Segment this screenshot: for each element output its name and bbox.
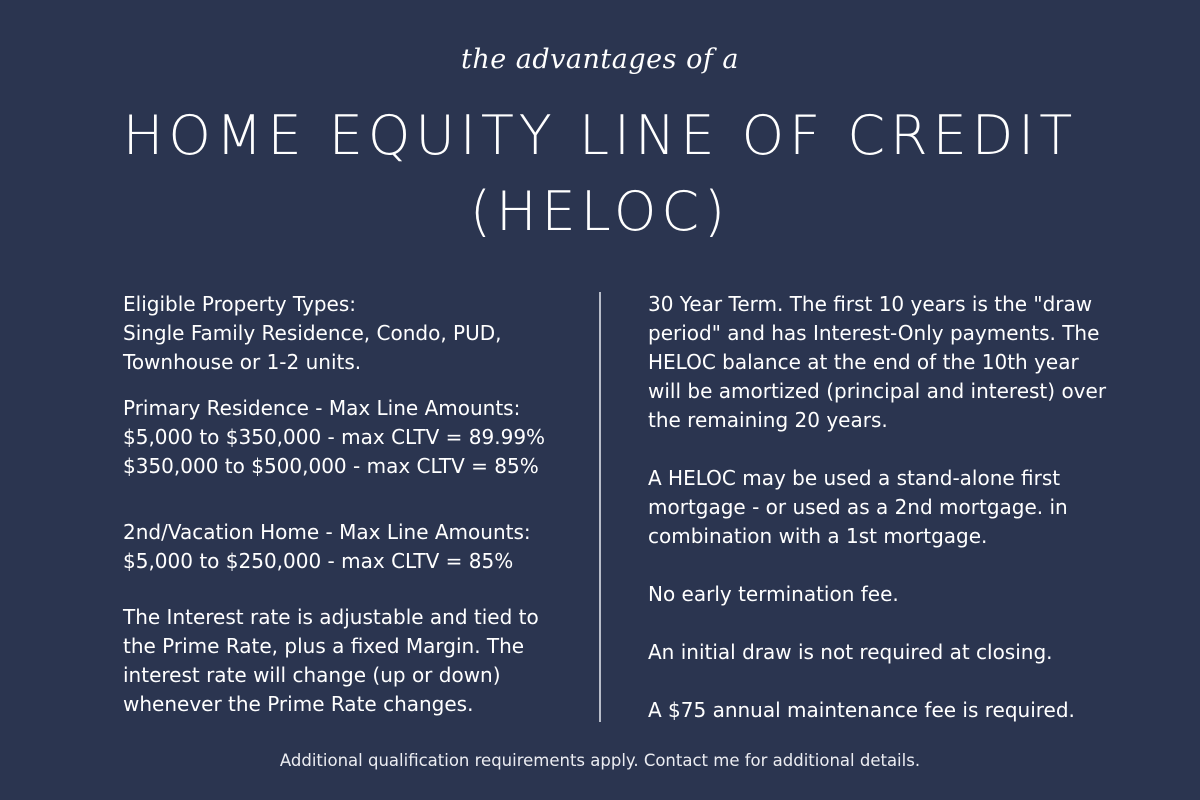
column-divider bbox=[599, 292, 601, 722]
property-types-text: Eligible Property Types: Single Family Residence, Condo, PUD, Townhouse or 1-2 units. bbox=[123, 292, 502, 374]
vacation-home-text: 2nd/Vacation Home - Max Line Amounts: $5,000 to $250,000 - max CLTV = 85% bbox=[123, 520, 531, 573]
kicker-text: the advantages of a bbox=[461, 44, 739, 75]
footer-note: Additional qualification requirements apply. Contact me for additional details. bbox=[279, 751, 921, 770]
primary-residence-text: Primary Residence - Max Line Amounts: $5,000 to $350,000 - max CLTV = 89.99% $350,000 to $500,000 - max CLTV = 85% bbox=[123, 396, 546, 478]
termination-text: No early termination fee. bbox=[648, 582, 899, 606]
interest-rate-text: The Interest rate is adjustable and tied to the Prime Rate, plus a fixed Margin. The interest rate will change (up or down) whenever the Prime Rate changes. bbox=[123, 605, 539, 716]
usage-text: A HELOC may be used a stand-alone first mortgage - or used as a 2nd mortgage. in combination with a 1st mortgage. bbox=[648, 466, 1068, 548]
left-column bbox=[123, 290, 583, 719]
right-column bbox=[648, 290, 1158, 725]
maintenance-fee-text: A $75 annual maintenance fee is required. bbox=[648, 698, 1075, 722]
term-text: 30 Year Term. The first 10 years is the "draw period" and has Interest-Only payments. The HELOC balance at the end of the 10th year will be amortized (principal and interest) over the remaining 20 years. bbox=[648, 292, 1107, 432]
page-title: HOME EQUITY LINE OF CREDIT (HELOC) bbox=[122, 104, 1078, 243]
initial-draw-text: An initial draw is not required at closing. bbox=[648, 640, 1053, 664]
